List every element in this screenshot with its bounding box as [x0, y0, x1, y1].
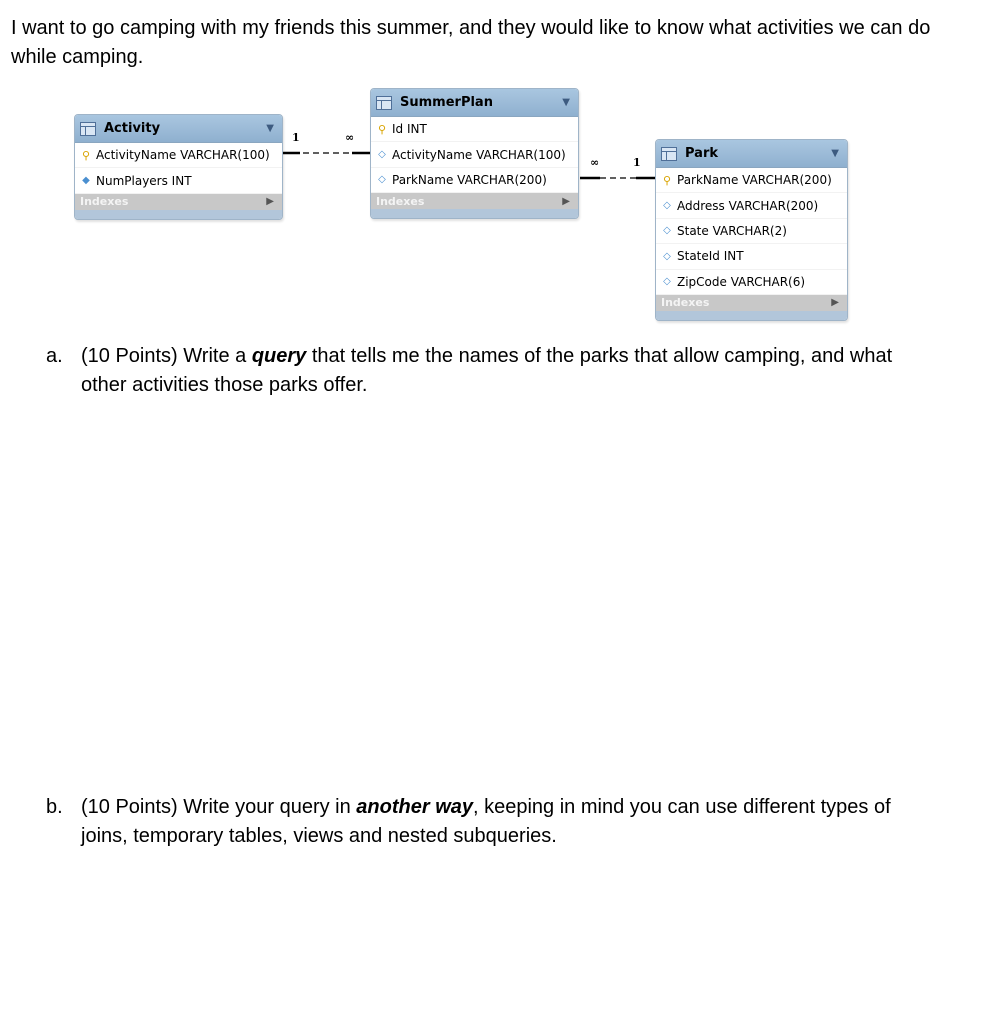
column-text: State VARCHAR(2) [677, 223, 787, 238]
intro-paragraph: I want to go camping with my friends this summer, and they would like to know what activities we can do while camping. [11, 17, 931, 68]
column-row [656, 193, 847, 218]
table-icon [80, 122, 96, 136]
cardinality-one-label: 1 [633, 156, 641, 169]
primary-key-icon: ⚲ [662, 173, 672, 187]
question-emphasis: another way [356, 796, 473, 818]
table-footer [656, 311, 847, 320]
table-summerplan[interactable] [370, 88, 579, 219]
question-text [81, 793, 936, 851]
question-text-end: , keeping in mind you can use different types of joins, temporary tables, views and nested subqueries. [81, 796, 891, 847]
table-park[interactable] [655, 139, 848, 321]
column-row [371, 142, 578, 167]
table-footer [371, 209, 578, 218]
question-text-start: (10 Points) Write a [81, 345, 252, 367]
column-row [75, 168, 282, 193]
attribute-icon: ◇ [663, 250, 671, 262]
column-row [75, 143, 282, 168]
column-text: Address VARCHAR(200) [677, 198, 819, 213]
column-row [656, 168, 847, 193]
expand-arrow-icon[interactable]: ▶ [562, 195, 570, 207]
attribute-icon: ◇ [663, 276, 671, 288]
column-text: StateId INT [677, 249, 744, 264]
column-text: Id INT [392, 122, 427, 137]
column-row [371, 117, 578, 142]
column-text: ActivityName VARCHAR(100) [96, 148, 270, 163]
question-emphasis: query [251, 345, 307, 367]
table-header[interactable] [75, 115, 282, 143]
dropdown-arrow-icon[interactable]: ▼ [266, 123, 274, 134]
question-b [46, 793, 936, 851]
dropdown-arrow-icon[interactable]: ▼ [831, 148, 839, 159]
expand-arrow-icon[interactable]: ▶ [831, 297, 839, 309]
indexes-section[interactable] [371, 193, 578, 209]
table-name: SummerPlan [400, 95, 493, 110]
table-name: Park [685, 146, 719, 161]
table-icon [376, 96, 392, 110]
indexes-section[interactable] [656, 295, 847, 311]
column-text: ActivityName VARCHAR(100) [392, 147, 566, 162]
column-row [656, 219, 847, 244]
attribute-icon: ◇ [663, 225, 671, 237]
question-a [46, 342, 936, 400]
expand-arrow-icon[interactable]: ▶ [266, 196, 274, 208]
cardinality-one-label: 1 [292, 131, 300, 144]
table-header[interactable] [371, 89, 578, 117]
indexes-label: Indexes [80, 195, 129, 209]
question-label: b. [46, 796, 63, 818]
column-row [371, 168, 578, 193]
table-name: Activity [104, 121, 161, 136]
table-activity[interactable] [74, 114, 283, 220]
column-row [656, 244, 847, 269]
column-text: ZipCode VARCHAR(6) [677, 274, 806, 289]
table-header[interactable] [656, 140, 847, 168]
attribute-icon: ◆ [82, 175, 90, 187]
indexes-section[interactable] [75, 194, 282, 210]
question-text [81, 342, 936, 400]
column-text: ParkName VARCHAR(200) [392, 172, 547, 187]
er-diagram [0, 0, 1002, 340]
column-text: NumPlayers INT [96, 173, 192, 188]
foreign-key-icon: ◇ [378, 174, 386, 186]
question-text-start: (10 Points) Write your query in [81, 796, 357, 818]
cardinality-many-label: ∞ [590, 156, 600, 169]
foreign-key-icon: ◇ [378, 149, 386, 161]
question-label: a. [46, 345, 63, 367]
column-row [656, 270, 847, 295]
indexes-label: Indexes [661, 296, 710, 310]
table-icon [661, 147, 677, 161]
indexes-label: Indexes [376, 194, 425, 208]
attribute-icon: ◇ [663, 200, 671, 212]
question-text-end: that tells me the names of the parks that allow camping, and what other activities those parks offer. [81, 345, 893, 396]
primary-key-icon: ⚲ [377, 122, 387, 136]
table-footer [75, 210, 282, 219]
cardinality-many-label: ∞ [345, 131, 355, 144]
primary-key-icon: ⚲ [81, 148, 91, 162]
dropdown-arrow-icon[interactable]: ▼ [562, 97, 570, 108]
column-text: ParkName VARCHAR(200) [677, 173, 832, 188]
